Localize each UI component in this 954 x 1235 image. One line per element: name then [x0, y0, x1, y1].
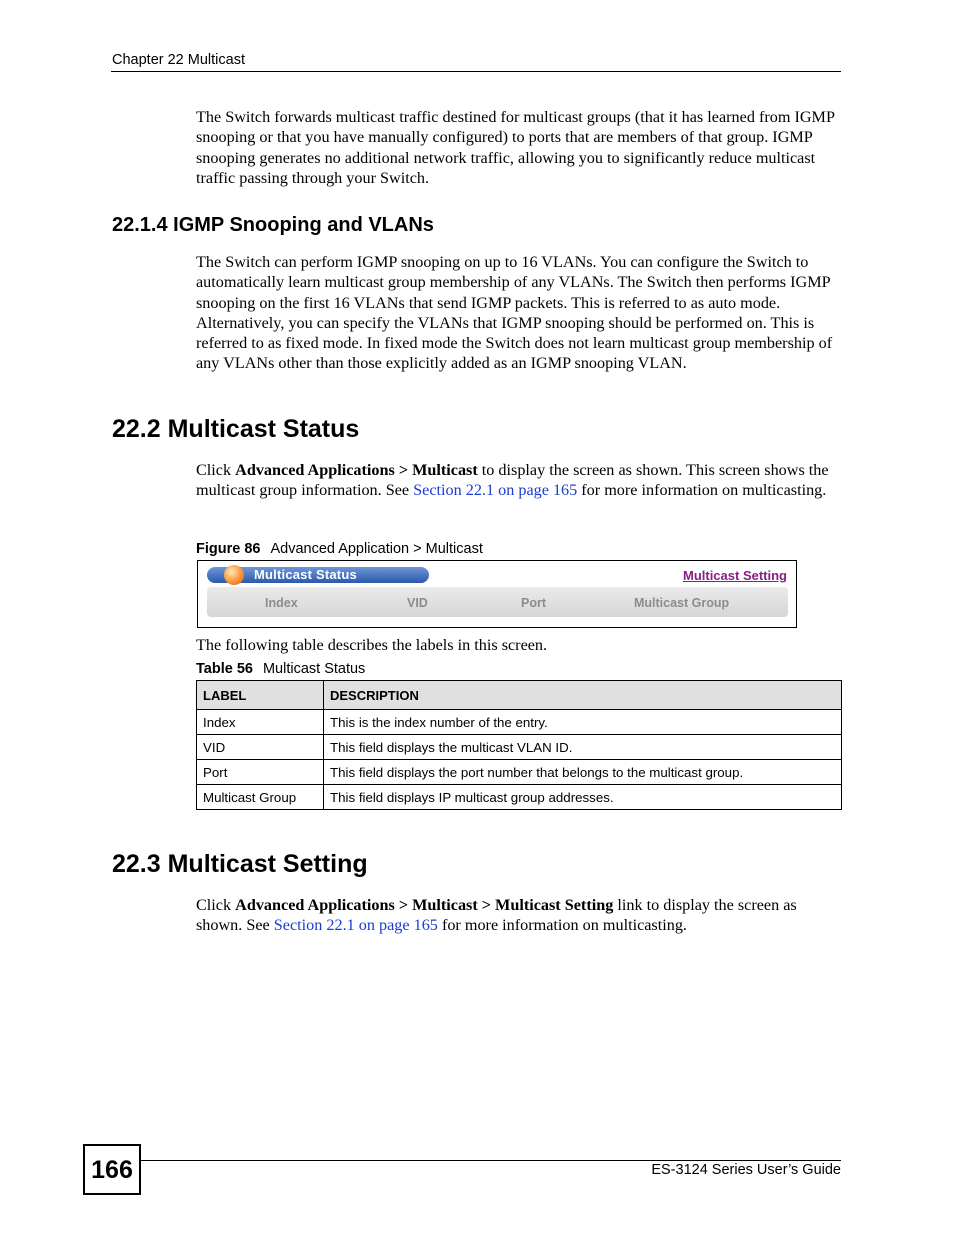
- text-run: Click: [196, 896, 236, 914]
- table-row: [197, 710, 842, 735]
- table-row: [197, 785, 842, 810]
- table-cell-label: Port: [197, 760, 324, 785]
- table-cell-description: This field displays the multicast VLAN ID.: [324, 735, 842, 760]
- text-run: link to display the screen as shown. See: [196, 896, 797, 935]
- multicast-setting-link[interactable]: Multicast Setting: [682, 568, 787, 583]
- menu-path: Advanced Applications > Multicast: [235, 461, 478, 479]
- multicast-status-title-bar: [207, 567, 429, 583]
- table-header-label: LABEL: [197, 681, 324, 710]
- column-vid: VID: [407, 596, 428, 610]
- guide-title: ES-3124 Series User’s Guide: [651, 1162, 841, 1178]
- table-cell-description: This field displays IP multicast group addresses.: [324, 785, 842, 810]
- table-cell-label: Index: [197, 710, 324, 735]
- figure-caption: [196, 541, 483, 557]
- table-header-description: DESCRIPTION: [324, 681, 842, 710]
- section-heading-22-3: 22.3 Multicast Setting: [112, 850, 368, 878]
- multicast-status-figure: [197, 560, 797, 628]
- text-run: Click: [196, 461, 236, 479]
- section-link[interactable]: Section 22.1 on page 165: [413, 481, 578, 500]
- table-cell-label: VID: [197, 735, 324, 760]
- multicast-status-table: [196, 680, 842, 810]
- figure-label: Figure 86: [196, 541, 261, 557]
- chapter-header: Chapter 22 Multicast: [112, 52, 245, 68]
- column-multicast-group: Multicast Group: [634, 596, 730, 610]
- text-run: for more information on multicasting.: [577, 481, 827, 500]
- table-intro: The following table describes the labels in this screen.: [196, 636, 548, 654]
- header-rule: [111, 71, 841, 72]
- multicast-status-title: Multicast Status: [254, 567, 357, 582]
- setting-paragraph: [196, 895, 842, 936]
- table-row: [197, 760, 842, 785]
- intro-paragraph: The Switch forwards multicast traffic destined for multicast groups (that it has learned from IGMP snooping or that you have manually configured) to ports that are members of that group. IGMP snooping generates no additional network traffic, allowing you to significantly reduce multicast traffic passing through your Switch.: [196, 108, 835, 187]
- menu-path: Advanced Applications > Multicast > Multicast Setting: [235, 896, 614, 914]
- section-heading-22-2: 22.2 Multicast Status: [112, 415, 360, 443]
- table-header-row: [197, 681, 842, 710]
- text-run: for more information on multicasting.: [437, 916, 687, 935]
- footer-rule: [141, 1160, 841, 1161]
- column-header-bar: [207, 587, 788, 617]
- table-caption: [196, 661, 365, 677]
- table-label: Table 56: [196, 661, 253, 677]
- status-paragraph: [196, 460, 842, 501]
- column-index: Index: [265, 596, 298, 610]
- text-run: to display the screen as shown. This screen shows the multicast group information. See: [196, 461, 829, 500]
- table-cell-description: This is the index number of the entry.: [324, 710, 842, 735]
- table-cell-label: Multicast Group: [197, 785, 324, 810]
- table-row: [197, 735, 842, 760]
- vlans-paragraph: The Switch can perform IGMP snooping on up to 16 VLANs. You can configure the Switch to automatically learn multicast group membership of any VLANs. The Switch then performs IGMP snooping on the first 16 VLANs that send IGMP packets. This is referred to as auto mode. Alternatively, you can specify the VLANs that IGMP snooping should be performed on. This is referred to as fixed mode. In fixed mode the Switch does not learn multicast group membership of any VLANs other than those explicitly added as an IGMP snooping VLAN.: [196, 253, 833, 373]
- orb-icon: [224, 565, 244, 585]
- table-title: Multicast Status: [262, 661, 366, 677]
- page-number: 166: [83, 1144, 141, 1195]
- figure-title: Advanced Application > Multicast: [270, 541, 483, 557]
- table-cell-description: This field displays the port number that belongs to the multicast group.: [324, 760, 842, 785]
- section-link[interactable]: Section 22.1 on page 165: [273, 916, 438, 935]
- section-heading-22-1-4: 22.1.4 IGMP Snooping and VLANs: [112, 214, 434, 236]
- column-port: Port: [521, 596, 546, 610]
